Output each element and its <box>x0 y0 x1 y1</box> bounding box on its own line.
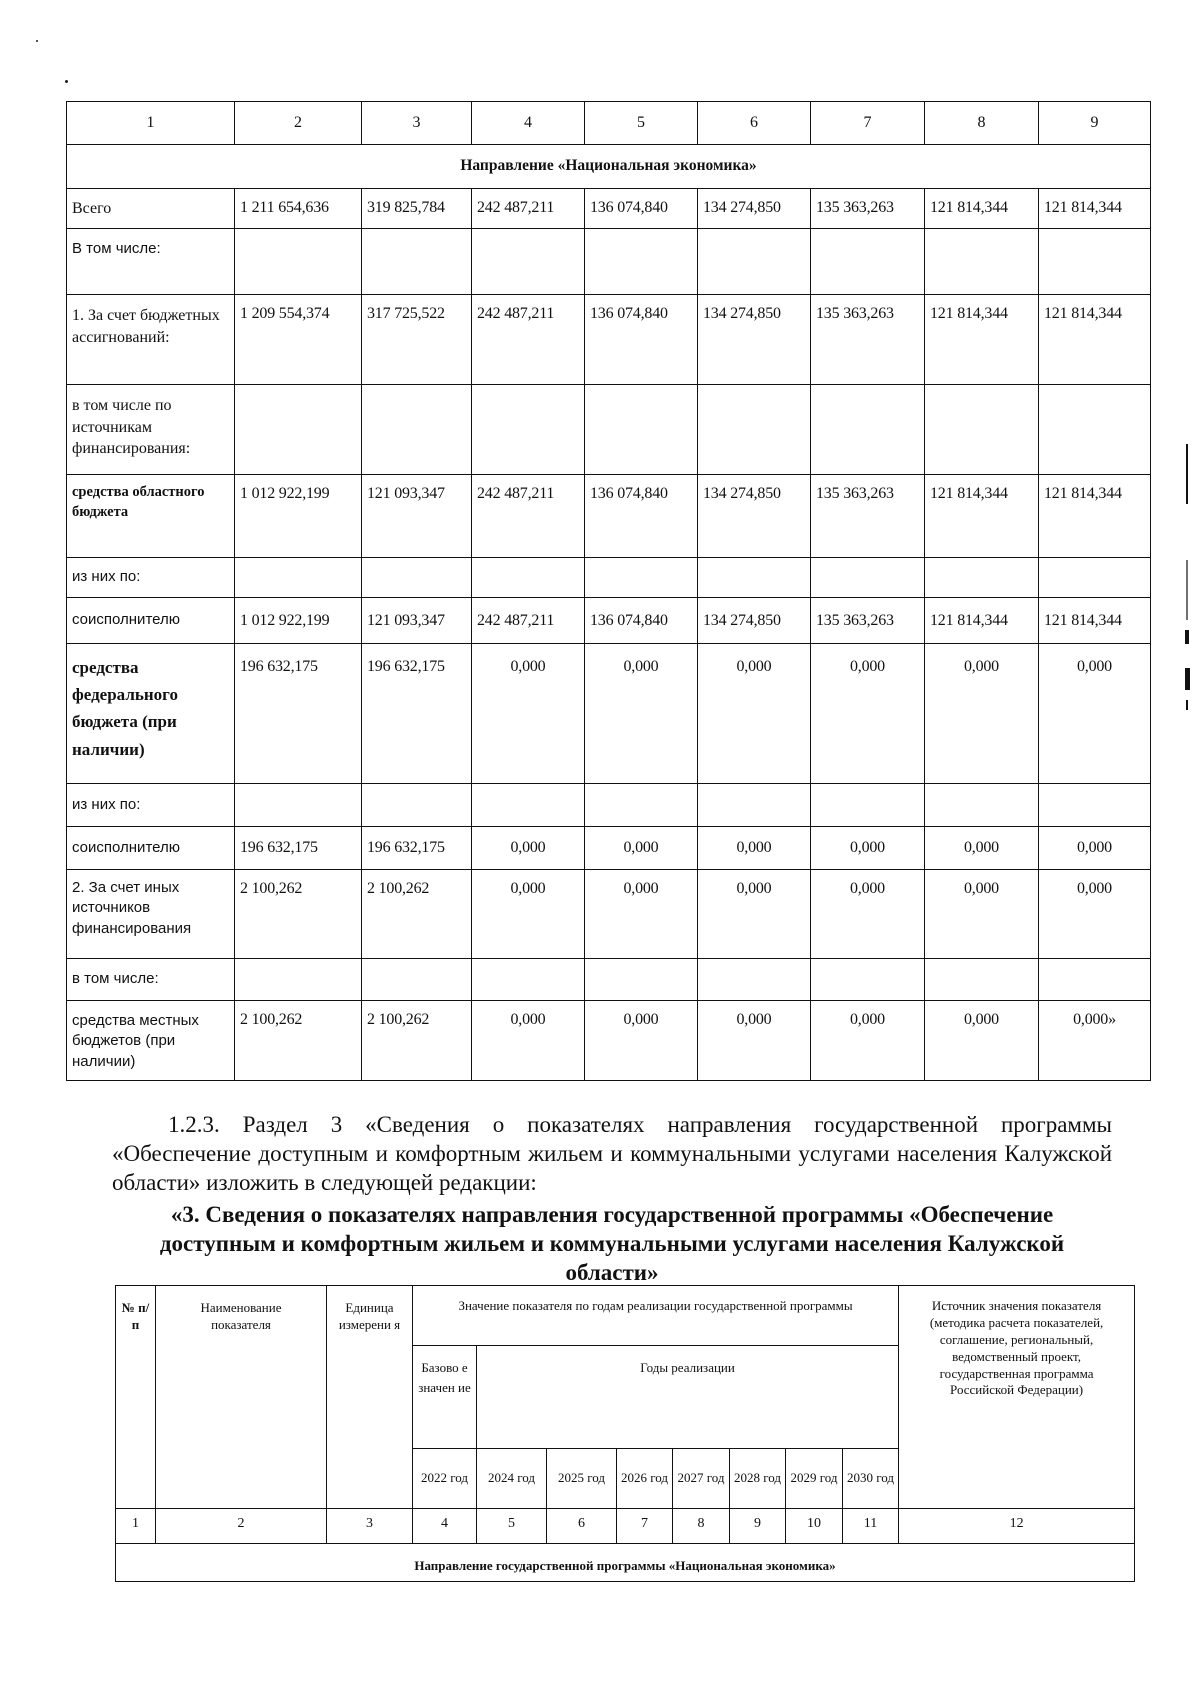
cell-value: 121 814,344 <box>1039 598 1151 644</box>
col-num: 7 <box>811 102 925 145</box>
table-row <box>67 475 1151 558</box>
direction-row: Направление государственной программы «Национальная экономика» <box>116 1544 1135 1582</box>
col-num: 7 <box>617 1509 673 1544</box>
cell-value: 2 100,262 <box>235 870 362 959</box>
col-num: 8 <box>673 1509 730 1544</box>
cell-value: 1 012 922,199 <box>235 475 362 558</box>
cell-value: 121 814,344 <box>925 189 1039 229</box>
row-label: в том числе по источникам финансирования: <box>67 385 235 475</box>
amendment-paragraph: 1.2.3. Раздел 3 «Сведения о показателях направления государственной программы «Обеспечение доступным и комфортным жильем и коммунальными услугами населения Калужской области» изложить в следующей редакции: <box>112 1112 1112 1195</box>
cell-value: 1 209 554,374 <box>235 295 362 385</box>
cell-value: 134 274,850 <box>698 295 811 385</box>
row-label: 1. За счет бюджетных ассигнований: <box>67 295 235 385</box>
row-label: средства местных бюджетов (при наличии) <box>67 1001 235 1081</box>
cell-value: 136 074,840 <box>585 598 698 644</box>
table-row <box>67 558 1151 598</box>
cell-value: 136 074,840 <box>585 295 698 385</box>
col-num: 4 <box>472 102 585 145</box>
cell-value: 0,000 <box>472 827 585 870</box>
header-source: Источник значения показателя (методика расчета показателей, соглашение, региональный, ведомственный проект, государственная программа Российской Федерации) <box>899 1286 1135 1509</box>
header-indicator-name: Наименование показателя <box>156 1286 327 1509</box>
cell-value: 0,000 <box>1039 827 1151 870</box>
year-cell: 2029 год <box>786 1449 843 1509</box>
header-values: Значение показателя по годам реализации государственной программы <box>413 1286 899 1346</box>
cell-value: 0,000 <box>925 644 1039 784</box>
cell-value: 2 100,262 <box>362 1001 472 1081</box>
cell-value: 0,000 <box>811 644 925 784</box>
header-no: № п/п <box>116 1286 156 1509</box>
table-row <box>67 644 1151 784</box>
cell-value: 0,000 <box>472 644 585 784</box>
cell-value: 0,000 <box>925 870 1039 959</box>
year-cell: 2030 год <box>843 1449 899 1509</box>
table-row <box>67 229 1151 295</box>
cell-value: 0,000 <box>1039 644 1151 784</box>
col-num: 11 <box>843 1509 899 1544</box>
cell-value: 135 363,263 <box>811 295 925 385</box>
header-years: Годы реализации <box>477 1346 899 1449</box>
cell-value: 0,000 <box>925 1001 1039 1081</box>
cell-value: 134 274,850 <box>698 475 811 558</box>
cell-value: 0,000 <box>698 1001 811 1081</box>
cell-value: 0,000 <box>811 870 925 959</box>
section-title: Направление «Национальная экономика» <box>67 145 1151 189</box>
col-num: 2 <box>156 1509 327 1544</box>
cell-value: 121 093,347 <box>362 475 472 558</box>
cell-value: 134 274,850 <box>698 189 811 229</box>
year-cell: 2024 год <box>477 1449 547 1509</box>
col-num: 5 <box>477 1509 547 1544</box>
cell-value: 121 814,344 <box>1039 475 1151 558</box>
table-row <box>67 784 1151 827</box>
cell-value: 196 632,175 <box>235 827 362 870</box>
cell-value: 0,000 <box>1039 870 1151 959</box>
cell-value: 135 363,263 <box>811 598 925 644</box>
table-row <box>67 385 1151 475</box>
scan-mark <box>1186 444 1188 504</box>
cell-value: 121 814,344 <box>1039 295 1151 385</box>
cell-value: 0,000 <box>925 827 1039 870</box>
cell-value: 319 825,784 <box>362 189 472 229</box>
col-num: 8 <box>925 102 1039 145</box>
table-row <box>67 870 1151 959</box>
cell-value: 121 093,347 <box>362 598 472 644</box>
col-num: 5 <box>585 102 698 145</box>
cell-value: 135 363,263 <box>811 189 925 229</box>
cell-value: 121 814,344 <box>925 598 1039 644</box>
cell-value: 242 487,211 <box>472 295 585 385</box>
table-row <box>67 189 1151 229</box>
scan-dot <box>65 80 68 83</box>
table-row <box>67 959 1151 1001</box>
col-num: 4 <box>413 1509 477 1544</box>
year-cell: 2025 год <box>547 1449 617 1509</box>
cell-value: 0,000 <box>585 870 698 959</box>
col-num: 3 <box>362 102 472 145</box>
year-cell: 2022 год <box>413 1449 477 1509</box>
row-label: из них по: <box>67 558 235 598</box>
col-num: 1 <box>116 1509 156 1544</box>
scan-dot <box>36 40 38 42</box>
cell-value: 0,000 <box>698 870 811 959</box>
scan-mark <box>1186 560 1188 620</box>
col-num: 10 <box>786 1509 843 1544</box>
cell-value: 196 632,175 <box>362 827 472 870</box>
cell-value: 1 211 654,636 <box>235 189 362 229</box>
row-label: 2. За счет иных источников финансирования <box>67 870 235 959</box>
row-label: средства областного бюджета <box>67 475 235 558</box>
cell-value: 242 487,211 <box>472 475 585 558</box>
cell-value: 0,000 <box>811 827 925 870</box>
cell-value: 0,000 <box>585 827 698 870</box>
table-row <box>67 827 1151 870</box>
cell-value: 0,000 <box>585 644 698 784</box>
col-num: 9 <box>1039 102 1151 145</box>
row-label: Всего <box>67 189 235 229</box>
table-row <box>67 598 1151 644</box>
cell-value: 0,000 <box>698 827 811 870</box>
col-num: 2 <box>235 102 362 145</box>
col-num: 12 <box>899 1509 1135 1544</box>
scan-mark <box>1186 700 1188 710</box>
indicators-table <box>115 1285 1135 1582</box>
cell-value: 1 012 922,199 <box>235 598 362 644</box>
row-label: из них по: <box>67 784 235 827</box>
cell-value: 0,000 <box>472 870 585 959</box>
cell-value: 2 100,262 <box>362 870 472 959</box>
row-label: В том числе: <box>67 229 235 295</box>
cell-value: 136 074,840 <box>585 475 698 558</box>
col-num: 6 <box>547 1509 617 1544</box>
cell-value: 135 363,263 <box>811 475 925 558</box>
year-cell: 2026 год <box>617 1449 673 1509</box>
cell-value: 242 487,211 <box>472 189 585 229</box>
section-heading: «3. Сведения о показателях направления государственной программы «Обеспечение доступным и комфортным жильем и коммунальными услугами населения Калужской области» <box>159 1202 1065 1285</box>
scan-mark <box>1185 630 1189 644</box>
row-label: соисполнителю <box>67 827 235 870</box>
scan-mark <box>1185 668 1190 690</box>
funding-table <box>66 101 1151 1081</box>
cell-value: 136 074,840 <box>585 189 698 229</box>
cell-value: 0,000 <box>472 1001 585 1081</box>
cell-value: 317 725,522 <box>362 295 472 385</box>
col-num: 6 <box>698 102 811 145</box>
col-num: 3 <box>327 1509 413 1544</box>
row-label: средства федерального бюджета (при наличии) <box>67 644 235 784</box>
cell-value: 196 632,175 <box>235 644 362 784</box>
year-cell: 2028 год <box>730 1449 786 1509</box>
table-row <box>67 295 1151 385</box>
cell-value: 134 274,850 <box>698 598 811 644</box>
cell-value: 196 632,175 <box>362 644 472 784</box>
cell-value: 121 814,344 <box>1039 189 1151 229</box>
header-base-value: Базово е значен ие <box>413 1346 477 1449</box>
cell-value: 121 814,344 <box>925 475 1039 558</box>
cell-value: 2 100,262 <box>235 1001 362 1081</box>
col-num: 9 <box>730 1509 786 1544</box>
row-label: в том числе: <box>67 959 235 1001</box>
cell-value: 242 487,211 <box>472 598 585 644</box>
row-label: соисполнителю <box>67 598 235 644</box>
column-numbers-row <box>67 102 1151 145</box>
year-cell: 2027 год <box>673 1449 730 1509</box>
header-unit: Единица измерени я <box>327 1286 413 1509</box>
section-row <box>67 145 1151 189</box>
cell-value: 121 814,344 <box>925 295 1039 385</box>
cell-value: 0,000 <box>698 644 811 784</box>
col-num: 1 <box>67 102 235 145</box>
cell-value: 0,000 <box>585 1001 698 1081</box>
cell-value: 0,000» <box>1039 1001 1151 1081</box>
cell-value: 0,000 <box>811 1001 925 1081</box>
table-row <box>67 1001 1151 1081</box>
